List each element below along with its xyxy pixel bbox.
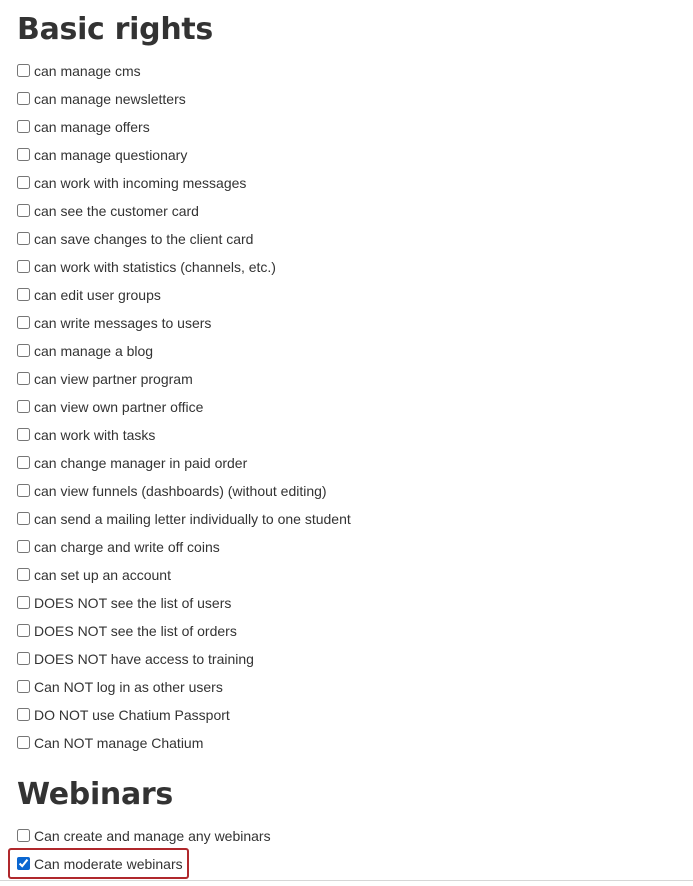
permission-row-can-set-up-an-account: [17, 561, 351, 589]
permission-row-can-work-with-statistics-channels-etc: [17, 253, 351, 281]
permission-row-can-manage-offers: [17, 113, 351, 141]
permission-checkbox-can-see-the-customer-card[interactable]: [17, 204, 30, 217]
permission-label-wrapper[interactable]: [17, 856, 183, 872]
permission-checkbox-can-view-own-partner-office[interactable]: [17, 400, 30, 413]
permission-label-wrapper[interactable]: [17, 147, 187, 163]
permission-label-wrapper[interactable]: [17, 623, 237, 639]
permission-row-can-manage-questionary: [17, 141, 351, 169]
permission-checkbox-can-manage-a-blog[interactable]: [17, 344, 30, 357]
permission-label: can manage a blog: [34, 343, 154, 359]
permission-label-wrapper[interactable]: [17, 259, 276, 275]
permission-label-wrapper[interactable]: [17, 63, 141, 79]
permission-label: can save changes to the client card: [34, 231, 254, 247]
permission-label: can write messages to users: [34, 315, 212, 331]
permission-label: can view partner program: [34, 371, 193, 387]
permission-row-can-not-log-in-as-other-users: [17, 673, 351, 701]
permission-label: DO NOT use Chatium Passport: [34, 707, 230, 723]
permission-label: can work with tasks: [34, 427, 156, 443]
permission-label: can set up an account: [34, 567, 171, 583]
permission-label: can charge and write off coins: [34, 539, 220, 555]
permission-checkbox-can-manage-offers[interactable]: [17, 120, 30, 133]
permission-label-wrapper[interactable]: [17, 287, 161, 303]
permission-label-wrapper[interactable]: [17, 231, 253, 247]
permission-label: can work with incoming messages: [34, 175, 247, 191]
permission-label-wrapper[interactable]: [17, 735, 203, 751]
permission-label: DOES NOT have access to training: [34, 651, 254, 667]
permission-row-can-view-partner-program: [17, 365, 351, 393]
permission-row-does-not-have-access-to-training: [17, 645, 351, 673]
permission-row-can-work-with-incoming-messages: [17, 169, 351, 197]
permission-row-can-write-messages-to-users: [17, 309, 351, 337]
webinars-list: [17, 822, 271, 878]
permission-label-wrapper[interactable]: [17, 511, 351, 527]
permission-row-does-not-see-the-list-of-users: [17, 589, 351, 617]
permission-row-does-not-see-the-list-of-orders: [17, 617, 351, 645]
permission-row-can-see-the-customer-card: [17, 197, 351, 225]
permission-row-can-view-own-partner-office: [17, 393, 351, 421]
permission-label-wrapper[interactable]: [17, 343, 153, 359]
permission-label-wrapper[interactable]: [17, 91, 186, 107]
permission-checkbox-can-moderate-webinars[interactable]: [17, 857, 30, 870]
permission-label: can view own partner office: [34, 399, 204, 415]
permission-label-wrapper[interactable]: [17, 427, 155, 443]
permission-label-wrapper[interactable]: [17, 203, 199, 219]
permission-label: can manage questionary: [34, 147, 188, 163]
permission-row-can-manage-a-blog: [17, 337, 351, 365]
permission-label: DOES NOT see the list of orders: [34, 623, 237, 639]
permission-checkbox-can-manage-cms[interactable]: [17, 64, 30, 77]
permission-row-can-create-and-manage-any-webinars: [17, 822, 271, 850]
permission-label-wrapper[interactable]: [17, 175, 246, 191]
permission-label: can manage newsletters: [34, 91, 186, 107]
permission-label-wrapper[interactable]: [17, 595, 231, 611]
permission-label-wrapper[interactable]: [17, 679, 223, 695]
divider: [0, 880, 693, 881]
permission-checkbox-can-not-manage-chatium[interactable]: [17, 736, 30, 749]
permission-label: can see the customer card: [34, 203, 199, 219]
permission-checkbox-does-not-have-access-to-training[interactable]: [17, 652, 30, 665]
permission-checkbox-can-write-messages-to-users[interactable]: [17, 316, 30, 329]
permission-label: can manage cms: [34, 63, 141, 79]
permission-label-wrapper[interactable]: [17, 399, 203, 415]
permission-label: can manage offers: [34, 119, 150, 135]
permission-row-can-view-funnels-dashboards-without-editing: [17, 477, 351, 505]
permission-checkbox-can-not-log-in-as-other-users[interactable]: [17, 680, 30, 693]
permission-row-can-work-with-tasks: [17, 421, 351, 449]
permission-checkbox-can-work-with-tasks[interactable]: [17, 428, 30, 441]
permission-label: can send a mailing letter individually to one student: [34, 511, 351, 527]
permission-label-wrapper[interactable]: [17, 483, 327, 499]
permission-checkbox-can-set-up-an-account[interactable]: [17, 568, 30, 581]
permission-label: Can moderate webinars: [34, 856, 183, 872]
permission-checkbox-can-save-changes-to-the-client-card[interactable]: [17, 232, 30, 245]
permission-label-wrapper[interactable]: [17, 315, 211, 331]
permission-row-can-change-manager-in-paid-order: [17, 449, 351, 477]
permission-checkbox-does-not-see-the-list-of-users[interactable]: [17, 596, 30, 609]
permission-checkbox-does-not-see-the-list-of-orders[interactable]: [17, 624, 30, 637]
permission-label-wrapper[interactable]: [17, 651, 254, 667]
permission-label: can edit user groups: [34, 287, 161, 303]
permission-label-wrapper[interactable]: [17, 371, 193, 387]
permission-checkbox-can-edit-user-groups[interactable]: [17, 288, 30, 301]
permission-row-can-moderate-webinars: [17, 850, 271, 878]
permission-row-can-charge-and-write-off-coins: [17, 533, 351, 561]
section-title-webinars: Webinars: [17, 777, 173, 812]
permission-label-wrapper[interactable]: [17, 455, 247, 471]
permission-label-wrapper[interactable]: [17, 828, 271, 844]
permission-checkbox-can-create-and-manage-any-webinars[interactable]: [17, 829, 30, 842]
permission-row-can-manage-newsletters: [17, 85, 351, 113]
permission-label: can change manager in paid order: [34, 455, 248, 471]
permission-label-wrapper[interactable]: [17, 119, 150, 135]
permission-checkbox-can-view-partner-program[interactable]: [17, 372, 30, 385]
permission-label: can view funnels (dashboards) (without editing): [34, 483, 327, 499]
permission-row-can-not-manage-chatium: [17, 729, 351, 757]
section-title-basic-rights: Basic rights: [17, 12, 213, 47]
permission-checkbox-can-view-funnels-dashboards-without-editing[interactable]: [17, 484, 30, 497]
permission-checkbox-can-work-with-incoming-messages[interactable]: [17, 176, 30, 189]
permission-label: DOES NOT see the list of users: [34, 595, 232, 611]
permission-label: Can create and manage any webinars: [34, 828, 271, 844]
permission-row-do-not-use-chatium-passport: [17, 701, 351, 729]
permission-label-wrapper[interactable]: [17, 567, 171, 583]
permission-label-wrapper[interactable]: [17, 539, 220, 555]
permission-row-can-manage-cms: [17, 57, 351, 85]
permission-checkbox-can-send-a-mailing-letter-individually-to-one-student[interactable]: [17, 512, 30, 525]
basic-rights-list: [17, 57, 351, 757]
permission-label-wrapper[interactable]: [17, 707, 230, 723]
permission-row-can-save-changes-to-the-client-card: [17, 225, 351, 253]
permission-row-can-send-a-mailing-letter-individually-to-one-student: [17, 505, 351, 533]
permission-checkbox-can-change-manager-in-paid-order[interactable]: [17, 456, 30, 469]
permission-label: Can NOT log in as other users: [34, 679, 223, 695]
permission-label: Can NOT manage Chatium: [34, 735, 204, 751]
permission-checkbox-do-not-use-chatium-passport[interactable]: [17, 708, 30, 721]
permission-checkbox-can-manage-newsletters[interactable]: [17, 92, 30, 105]
permission-label: can work with statistics (channels, etc.): [34, 259, 276, 275]
permission-checkbox-can-charge-and-write-off-coins[interactable]: [17, 540, 30, 553]
permission-row-can-edit-user-groups: [17, 281, 351, 309]
permission-checkbox-can-work-with-statistics-channels-etc[interactable]: [17, 260, 30, 273]
permission-checkbox-can-manage-questionary[interactable]: [17, 148, 30, 161]
